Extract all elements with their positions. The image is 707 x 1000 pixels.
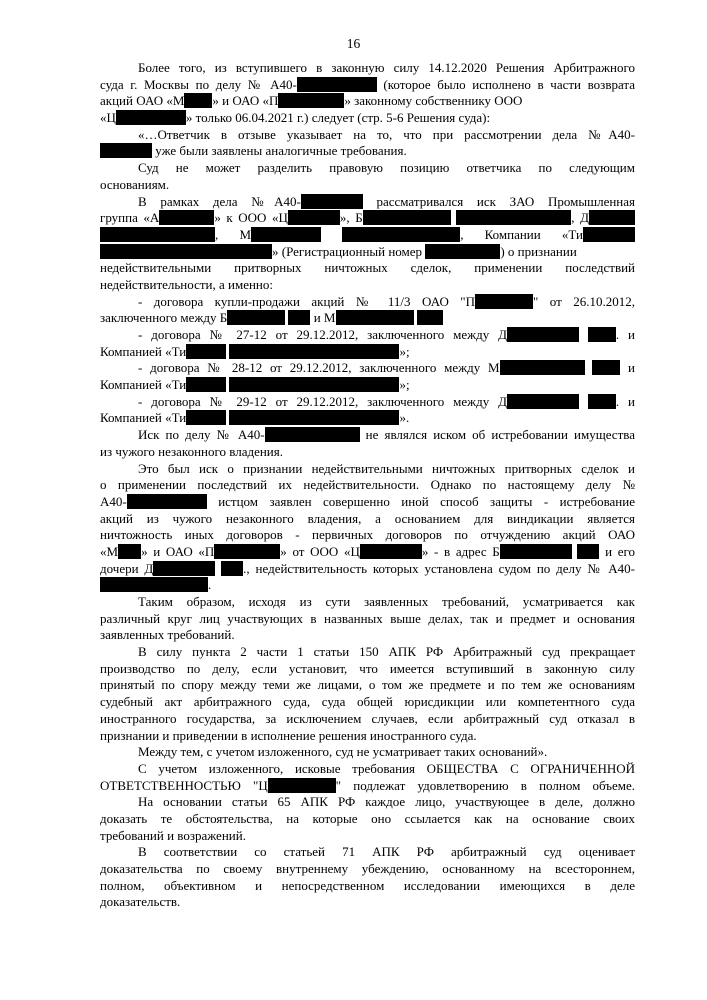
text-line: Более того, из вступившего в законную силу 14.12.2020 Решения Арбитражного — [138, 60, 635, 75]
redaction-bar — [116, 110, 186, 125]
text-line: группа «А » к ООО «Ц », Б , Д — [100, 210, 635, 227]
text-line: ОТВЕТСТВЕННОСТЬЮ "Ц " подлежат удовлетворению в полном объеме. — [100, 777, 636, 793]
redaction-bar — [227, 310, 285, 325]
text-line: заключенного между Б и М — [100, 310, 635, 327]
redaction-bar — [229, 410, 399, 425]
redaction-bar — [159, 210, 214, 225]
text-line: доказательства по своему внутреннему убеждению, основанному на всестороннем, — [100, 861, 635, 876]
text-line: Таким образом, исходя из сути заявленных требований, усматривается как — [138, 594, 635, 609]
text-line: судебный акт арбитражного суда, суда общей юрисдикции или компетентного суда — [100, 694, 635, 710]
redaction-bar — [184, 93, 212, 108]
text-line: В рамках дела №А40- рассматривался иск ЗАО Промышленная — [138, 193, 635, 209]
text-line: «М » и ОАО «П » от ООО «Ц » - в адрес Б и его — [100, 543, 635, 559]
redaction-bar — [118, 544, 141, 559]
redaction-bar — [456, 210, 571, 225]
text-line: Суд не может разделить правовую позицию ответчика по следующим — [138, 160, 635, 176]
redaction-bar — [221, 561, 243, 576]
page-number: 16 — [346, 36, 361, 51]
text-block — [100, 60, 635, 911]
text-line: » (Регистрационный номер ) о признании — [100, 244, 635, 261]
redaction-bar — [301, 194, 363, 209]
redaction-bar — [229, 377, 399, 392]
redaction-bar — [100, 227, 215, 242]
redaction-bar — [127, 494, 207, 509]
text-line: Компанией «Ти ». — [100, 410, 410, 426]
redaction-bar — [265, 427, 360, 442]
text-line: различный круг лиц участвующих в названных выше делах, так и предмет и основания — [100, 610, 635, 626]
redaction-bar — [336, 310, 414, 325]
redaction-bar — [100, 244, 272, 259]
text-line: - договора № 29-12 от 29.12.2012, заключенного между Д . и — [138, 393, 636, 409]
text-line: Компанией «Ти »; — [100, 343, 410, 359]
text-line: «…Ответчик в отзыве указывает на то, что при рассмотрении дела №А40- — [138, 126, 635, 142]
text-line: признании и приведении в исполнение решения иностранного суда. — [100, 727, 477, 743]
redaction-bar — [153, 561, 215, 576]
redaction-bar — [297, 77, 377, 92]
text-line: принятый по спору между теми же лицами, о том же предмете и по тем же основаниям — [100, 677, 635, 693]
text-line: «Ц » только 06.04.2021 г.) следует (стр. 5-6 Решения суда): — [100, 110, 491, 126]
text-line: - договора № 27-12 от 29.12.2012, заключенного между Д . и — [138, 327, 636, 342]
text-line: доказательств. — [100, 894, 181, 910]
redaction-bar — [186, 377, 226, 392]
redaction-bar — [588, 394, 616, 409]
redaction-bar — [100, 577, 208, 592]
redaction-bar — [268, 778, 336, 793]
text-line: Между тем, с учетом изложенного, суд не усматривает таких оснований». — [138, 744, 548, 760]
text-line: акций из чужого незаконного владения, а основанием для виндикации является — [100, 510, 635, 526]
text-line: дочери Д ., недействительность которых установлена судом по делу № А40- — [100, 560, 636, 576]
text-line: - договора № 28-12 от 29.12.2012, заключенного между М и — [138, 360, 635, 376]
text-line: На основании статьи 65 АПК РФ каждое лицо, участвующее в деле, должно — [138, 794, 635, 810]
redaction-bar — [278, 93, 344, 108]
redaction-bar — [500, 360, 585, 375]
redaction-bar — [360, 544, 422, 559]
redaction-bar — [251, 227, 321, 242]
redaction-bar — [507, 327, 579, 342]
redaction-bar — [507, 394, 579, 409]
text-line: доказать те обстоятельства, на которые оно ссылается как на основание своих — [100, 810, 635, 826]
text-line: Компанией «Ти »; — [100, 377, 410, 393]
text-line: недействительными притворных ничтожных сделок, применении последствий — [100, 260, 635, 276]
text-line: В силу пункта 2 части 1 статьи 150 АПК РФ Арбитражный суд прекращает — [138, 644, 635, 660]
redaction-bar — [425, 244, 500, 259]
redaction-bar — [583, 227, 635, 242]
redaction-bar — [475, 294, 533, 309]
text-line: недействительности, а именно: — [100, 276, 273, 292]
text-line: - договора купли-продажи акций № 11/3 ОАО "П " от 26.10.2012, — [138, 293, 635, 309]
text-line: акций ОАО «М » и ОАО «П » законному собственнику ООО — [100, 93, 523, 109]
redaction-bar — [186, 344, 226, 359]
redaction-bar — [589, 210, 635, 225]
redaction-bar — [186, 410, 226, 425]
redaction-bar — [500, 544, 572, 559]
text-line: полном, объективном и непосредственном исследовании имеющихся в деле — [100, 877, 635, 893]
redaction-bar — [588, 327, 616, 342]
text-line: В соответствии со статьей 71 АПК РФ арбитражный суд оценивает — [138, 844, 635, 860]
text-line: основаниям. — [100, 176, 170, 192]
redaction-bar — [417, 310, 443, 325]
redaction-bar — [214, 544, 280, 559]
text-line: . — [100, 577, 635, 594]
redaction-bar — [229, 344, 399, 359]
text-line: заявленных требований. — [100, 627, 235, 643]
text-line: производство по делу, если установит, что имеется вступивший в законную силу — [100, 660, 635, 676]
text-line: уже были заявлены аналогичные требования. — [100, 143, 635, 160]
text-line: Иск по делу № А40- не являлся иском об истребовании имущества — [138, 427, 635, 443]
text-line: суда г. Москвы по делу № А40- (которое было исполнено в части возврата — [100, 76, 635, 92]
text-line: , М , Компании «Ти — [100, 227, 635, 244]
text-line: С учетом изложенного, исковые требования ОБЩЕСТВА С ОГРАНИЧЕННОЙ — [138, 760, 635, 776]
redaction-bar — [342, 227, 460, 242]
text-line: Это был иск о признании недействительными ничтожных притворных сделок и — [138, 460, 635, 476]
redaction-bar — [288, 310, 310, 325]
text-line: ничтожность иных договоров - первичных договоров по отчуждению акций ОАО — [100, 527, 635, 543]
redaction-bar — [288, 210, 340, 225]
redaction-bar — [592, 360, 620, 375]
redaction-bar — [100, 143, 152, 158]
text-line: А40- истцом заявлен совершенно иной способ защиты - истребование — [100, 493, 635, 509]
text-line: иностранного государства, за исключением случаев, если арбитражный суд отказал в — [100, 710, 635, 726]
text-line: о применении последствий их недействительности. Однако по настоящему делу № — [100, 477, 635, 493]
redaction-bar — [363, 210, 451, 225]
text-line: требований и возражений. — [100, 827, 246, 843]
text-line: из чужого незаконного владения. — [100, 443, 283, 459]
redaction-bar — [577, 544, 599, 559]
